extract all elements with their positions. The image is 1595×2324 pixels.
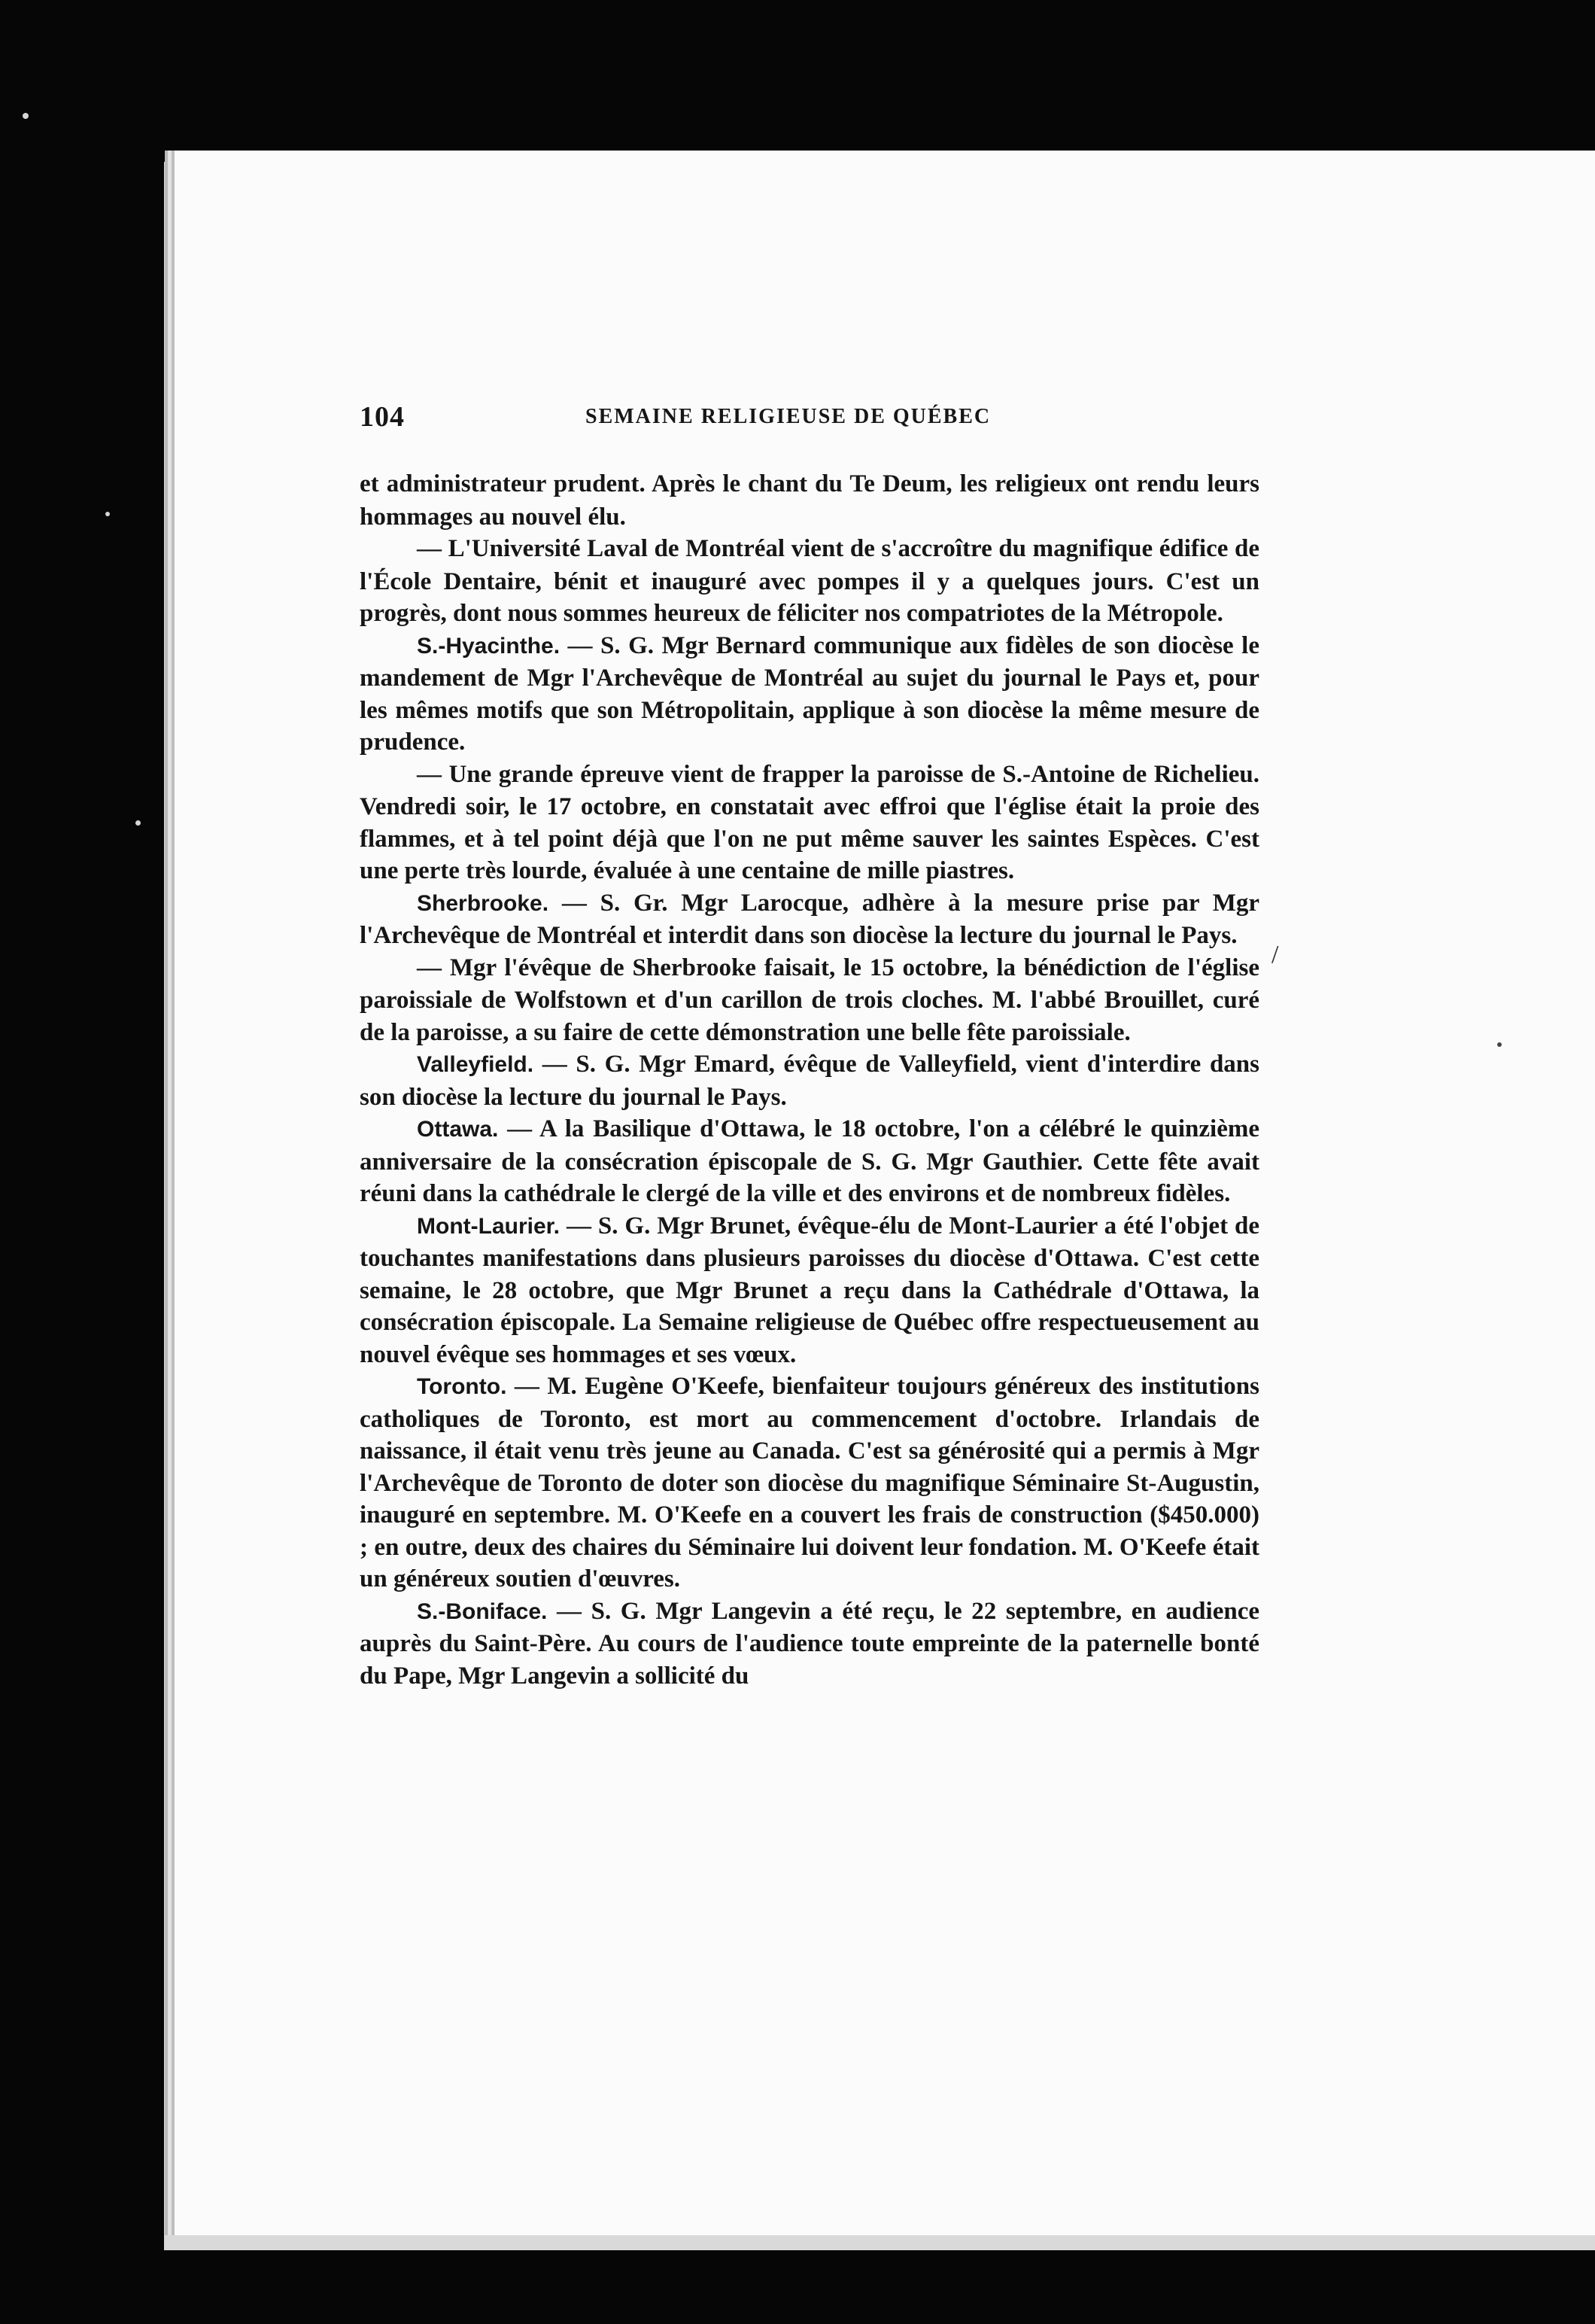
paragraph-text: — Mgr l'évêque de Sherbrooke faisait, le 15 octobre, la bénédiction de l'église paroissiale de Wolfstown et d'un carillon de trois cloches. M. l'abbé Brouillet, curé de la paroisse, a su faire de cette démonstration une belle fête paroissiale. bbox=[360, 954, 1259, 1046]
paragraph-text: — S. G. Mgr Brunet, évêque-élu de Mont-Laurier a été l'objet de touchantes manifestations dans plusieurs paroisses du diocèse d'Ottawa. C'est cette semaine, le 28 octobre, que Mgr Brunet a reçu dans la Cathédrale d'Ottawa, la consécration épiscopale. La Semaine religieuse de Québec offre respectueusement au nouvel évêque ses hommages et ses vœux. bbox=[360, 1212, 1259, 1368]
paragraph-lead: Ottawa. bbox=[417, 1117, 499, 1142]
paragraph bbox=[360, 1370, 1259, 1595]
scan-speck bbox=[1497, 1042, 1502, 1047]
scan-speck bbox=[135, 820, 141, 826]
paragraph bbox=[360, 759, 1259, 887]
paragraph bbox=[360, 533, 1259, 630]
paragraph bbox=[360, 1595, 1259, 1693]
paragraph-lead: Toronto. bbox=[417, 1374, 507, 1399]
paragraph-text: — A la Basilique d'Ottawa, le 18 octobre, l'on a célébré le quinzième anniversaire de la consécration épiscopale de S. G. Mgr Gauthier. Cette fête avait réuni dans la cathédrale le clergé de la ville et des environs et de nombreux fidèles. bbox=[360, 1115, 1259, 1207]
page-header bbox=[360, 400, 1285, 446]
paragraph-text: — S. G. Mgr Emard, évêque de Valleyfield, vient d'interdire dans son diocèse la lecture du journal le Pays. bbox=[360, 1051, 1259, 1111]
paragraph-text: — Une grande épreuve vient de frapper la paroisse de S.-Antoine de Richelieu. Vendredi soir, le 17 octobre, en constatait avec effroi que l'église était la proie des flammes, et à tel point déjà que l'on ne put même sauver les saintes Espèces. C'est une perte très lourde, évaluée à une centaine de mille piastres. bbox=[360, 760, 1259, 884]
paragraph bbox=[360, 1048, 1259, 1113]
paragraph-text: — M. Eugène O'Keefe, bienfaiteur toujours généreux des institutions catholiques de Toronto, est mort au commencement d'octobre. Irlandais de naissance, il était venu très jeune au Canada. C'est sa générosité qui a permis à Mgr l'Archevêque de Toronto de doter son diocèse du magnifique Séminaire St-Augustin, inauguré en septembre. M. O'Keefe en a couvert les frais de construction ($450.000) ; en outre, deux des chaires du Séminaire lui doivent leur fondation. M. O'Keefe était un généreux soutien d'œuvres. bbox=[360, 1373, 1259, 1592]
paragraph bbox=[360, 630, 1259, 759]
paragraph bbox=[360, 952, 1259, 1049]
paragraph-lead: S.-Hyacinthe. bbox=[417, 633, 561, 659]
paragraph-text: — S. G. Mgr Bernard communique aux fidèles de son diocèse le mandement de Mgr l'Archevêque de Montréal au sujet du journal le Pays et, pour les mêmes motifs que son Métropolitain, applique à son diocèse la même mesure de prudence. bbox=[360, 631, 1259, 756]
running-title: SEMAINE RELIGIEUSE DE QUÉBEC bbox=[585, 405, 992, 428]
scan-speck bbox=[105, 512, 110, 516]
paragraph-lead: Valleyfield. bbox=[417, 1052, 534, 1077]
paragraph-lead: S.-Boniface. bbox=[417, 1599, 548, 1624]
margin-mark: / bbox=[1271, 941, 1279, 969]
paragraph-text: — L'Université Laval de Montréal vient de s'accroître du magnifique édifice de l'École Dentaire, bénit et inauguré avec pompes il y a quelques jours. C'est un progrès, dont nous sommes heureux de féliciter nos compatriotes de la Métropole. bbox=[360, 535, 1259, 627]
page-number: 104 bbox=[360, 401, 405, 433]
paragraph bbox=[360, 468, 1259, 533]
paragraph-text: — S. Gr. Mgr Larocque, adhère à la mesure prise par Mgr l'Archevêque de Montréal et interdit dans son diocèse la lecture du journal le Pays. bbox=[360, 889, 1259, 949]
paragraph bbox=[360, 1113, 1259, 1210]
paragraph bbox=[360, 887, 1259, 952]
paragraph-text: — S. G. Mgr Langevin a été reçu, le 22 septembre, en audience auprès du Saint-Père. Au cours de l'audience toute empreinte de la paternelle bonté du Pape, Mgr Langevin a sollicité du bbox=[360, 1597, 1259, 1690]
scan-speck bbox=[23, 113, 29, 119]
paragraph bbox=[360, 1210, 1259, 1371]
paragraph-lead: Mont-Laurier. bbox=[417, 1213, 561, 1239]
paragraph-text: et administrateur prudent. Après le chant du Te Deum, les religieux ont rendu leurs hommages au nouvel élu. bbox=[360, 470, 1259, 531]
article-body bbox=[360, 468, 1259, 1692]
paragraph-lead: Sherbrooke. bbox=[417, 890, 549, 916]
